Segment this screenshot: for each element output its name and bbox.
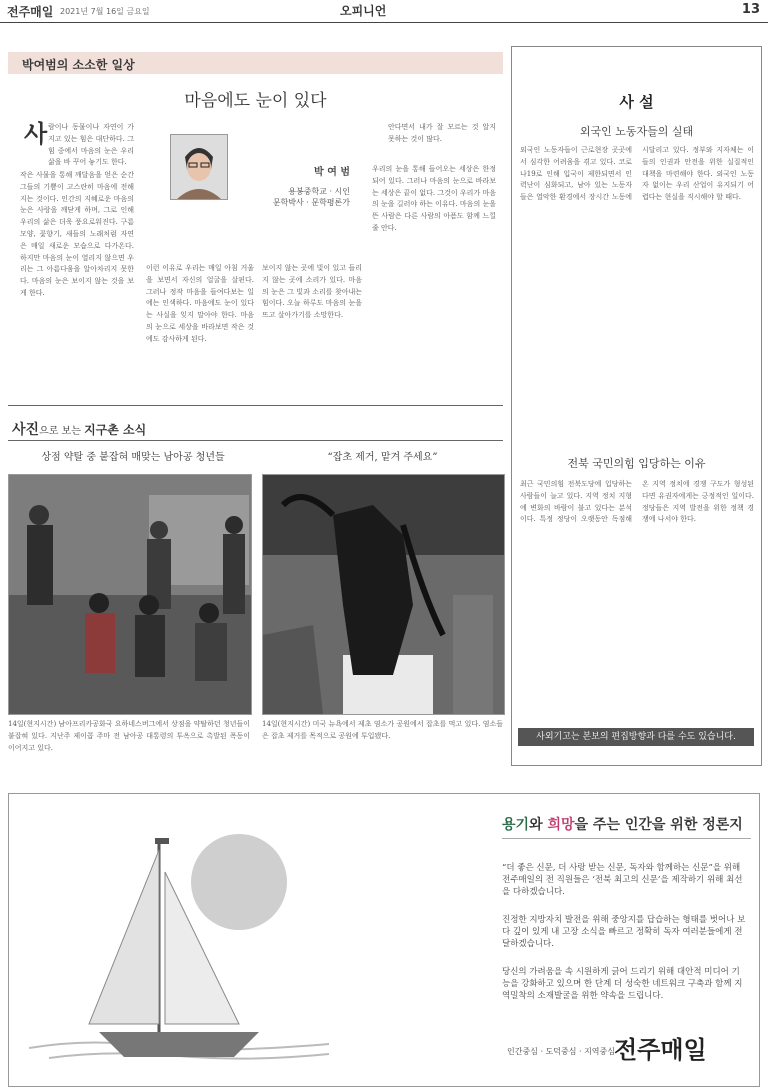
newspaper-brand: 전주매일 [7,5,54,19]
promo-headline-rule [502,838,751,839]
column-headline: 마음에도 눈이 있다 [184,91,327,111]
column-col1-top: 람이나 동물이나 자연이 가 지고 있는 힘은 대단하다. 그 힘 중에서 마음의 눈은 우리 삶을 바 꾸어 놓기도 한다. [48,123,134,167]
column-col2-body: 이런 이유로 우리는 매일 아침 거울을 보면서 자신의 얼굴을 살핀다. 그러나 정작 마음을 들여다보는 일에는 인색하다. 마음에도 눈이 있다는 사실을 잊지 말아야 한다. 마음의 눈으로 세상을 바라보면 작은 것에도 감사하게 된다. [146,264,254,343]
sailboat-illustration [29,802,329,1078]
column-series-band [8,52,503,74]
left-photo-title: 상점 약탈 중 붙잡혀 매맞는 남아공 청년들 [41,452,225,463]
drop-cap: 사 [24,119,48,148]
column-col4-body: 우리의 눈을 통해 들어오는 세상은 한정되어 있다. 그러나 마음의 눈으로 바라보는 세상은 끝이 없다. 그것이 우리가 마음의 눈을 길러야 하는 이유다. 마음의 눈을 뜬 사람은 다른 사람의 아픔도 함께 느낄 줄 안다. [372,165,496,232]
left-photo-caption: 14일(현지시간) 남아프리카공화국 요하네스버그에서 상점을 약탈하던 청년들이 붙잡혀 있다. 지난주 제이콥 주마 전 남아공 대통령의 투옥으로 촉발된 폭동이 이어지고 있다. [8,720,250,752]
editorial-title-1: 외국인 노동자들의 실태 [579,125,694,138]
column-divider [8,405,503,406]
right-news-photo [262,474,505,715]
author-photo [170,134,228,200]
column-col1-body: 작은 사물을 통해 깨달음을 얻은 순간 그들의 기쁨이 고스란히 마음에 전해지는 것이다. 인간의 지혜로운 마음의 눈은 사랑을 깨닫게 하며, 그로 인해 우리의 삶은 더욱 풍요로워진다. 구름 모양, 꽃향기, 새들의 노래처럼 자연은 매일 새로운 모습으로 다가온다. 하지만 마음의 눈이 열리지 않으면 우리는 그 아름다움을 알아차리지 못한다. 마음의 눈은 보이지 않는 것을 보게 한다. [20,171,134,297]
promo-paragraph-1: “더 좋은 신문, 더 사랑 받는 신문, 독자와 함께하는 신문”을 위해 전주매일의 전 직원들은 ‘전북 최고의 신문’을 제작하기 위해 최선을 다하겠습니다. [502,863,743,897]
editorial-box [511,46,762,766]
newspaper-logo: 전주매일 [614,1036,707,1064]
left-news-photo [8,474,252,715]
editorial-title-2: 전북 국민의힘 입당하는 이유 [567,457,706,470]
editorial-text-2: 최근 국민의힘 전북도당에 입당하는 사람들이 늘고 있다. 지역 정치 지형에 변화의 바람이 불고 있다는 분석이다. 특정 정당이 오랫동안 독점해 온 지역 정치에 경쟁 구도가 형성된다면 유권자에게는 긍정적인 일이다. 정당들은 지역 발전을 위한 정책 경쟁에 나서야 한다. [520,480,754,524]
author-role-1: 용봉중학교 · 시인 [288,187,350,196]
page-number: 13 [741,2,760,17]
column-series: 박여범의 소소한 일상 [22,58,135,72]
disclaimer-bar: 사외기고는 본보의 편집방향과 다를 수도 있습니다. [518,728,754,746]
editorial-text-1: 외국인 노동자들이 근로현장 곳곳에서 심각한 어려움을 겪고 있다. 코로나19로 인해 입국이 제한되면서 인력난이 심화되고, 남아 있는 노동자들은 열악한 환경에서 장시간 노동에 시달리고 있다. 정부와 지자체는 이들의 인권과 안전을 위한 실질적인 대책을 마련해야 한다. 외국인 노동자 없이는 우리 산업이 유지되기 어렵다는 현실을 직시해야 할 때다. [520,146,754,202]
photo-news-band [8,418,503,436]
author-role-2: 문학박사 · 문학평론가 [272,198,350,207]
photo-news-divider [8,440,503,441]
author-name: 박 여 범 [314,167,350,178]
right-photo-caption: 14일(현지시간) 미국 뉴욕에서 제초 염소가 공원에서 잡초를 먹고 있다. 염소들은 잡초 제거를 목적으로 공원에 투입됐다. [262,720,503,740]
section-title: 오피니언 [340,4,387,18]
promo-paragraph-2: 진정한 지방자치 발전을 위해 중앙지를 답습하는 형태를 벗어나 보다 깊이 있게 내 고장 소식을 빠르고 정확히 독자 여러분들에게 전달하겠습니다. [502,915,746,949]
photo-news-label: 사진으로 보는 지구촌 소식 [12,422,147,438]
promo-headline: 용기와 희망을 주는 인간을 위한 정론지 [502,817,743,833]
column-col3-body: 보이지 않는 곳에 빛이 있고 들리지 않는 곳에 소리가 있다. 마음의 눈은 그 빛과 소리를 찾아내는 힘이다. 오늘 하루도 마음의 눈을 뜨고 살아가기를 소망한다. [262,264,362,320]
promo-paragraph-3: 당신의 가려움을 속 시원하게 긁어 드리기 위해 대안적 미디어 기능을 강화하고 있으며 한 단계 더 성숙한 네트워크 구축과 함께 지역밀착의 소재발굴을 위한 약속을 드립니다. [502,967,743,1001]
editorial-label: 사 설 [619,93,654,111]
promo-slogan: 인간중심 · 도덕중심 · 지역중심 [507,1047,615,1056]
page-header [0,0,768,23]
right-photo-title: “잡초 제거, 맡겨 주세요” [327,452,438,463]
issue-date: 2021년 7월 16일 금요일 [60,7,150,16]
column-col4-top: 안다면서 내가 잘 모르는 것 알지 못하는 것이 많다. [388,123,496,143]
